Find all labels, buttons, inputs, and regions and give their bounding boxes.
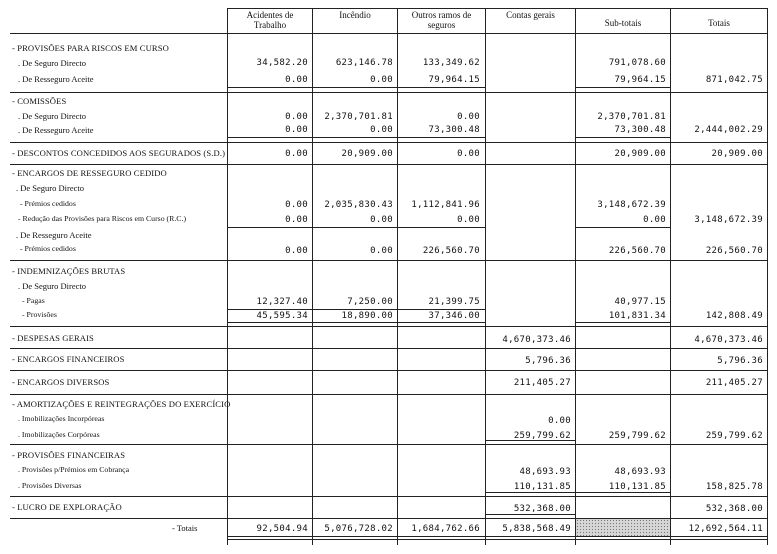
cell-value: 3,148,672.39 — [694, 215, 763, 225]
cell-value: 259,799.62 — [608, 431, 666, 441]
total-value: 92,504.94 — [256, 524, 308, 534]
cell-value: 871,042.75 — [705, 75, 763, 85]
column-divider — [575, 8, 576, 545]
cell-value: 0.00 — [457, 112, 480, 122]
cell-value: 73,300.48 — [428, 125, 480, 135]
cell-value: 5,796.36 — [525, 356, 571, 366]
cell-value: 142,808.49 — [705, 311, 763, 321]
row-label: . De Seguro Directo — [18, 281, 86, 291]
total-value: 1,684,762.66 — [411, 524, 480, 534]
cell-value: 0.00 — [370, 75, 393, 85]
cell-value: 45,595.34 — [256, 311, 308, 321]
column-divider — [227, 8, 228, 545]
cell-value: 20,909.00 — [614, 149, 666, 159]
row-label: - Prémios cedidos — [20, 199, 76, 208]
cell-value: 211,405.27 — [705, 378, 763, 388]
cell-value: 0.00 — [457, 215, 480, 225]
cell-value: 34,582.20 — [256, 58, 308, 68]
subtotal-underline — [575, 492, 670, 493]
section-title: - INDEMNIZAÇÕES BRUTAS — [12, 266, 126, 276]
section-divider — [10, 260, 768, 261]
subtotal-underline — [485, 492, 575, 493]
cell-value: 18,890.00 — [341, 311, 393, 321]
row-label: . De Seguro Directo — [18, 111, 86, 121]
table-top-border — [227, 8, 768, 9]
cell-value: 12,327.40 — [256, 297, 308, 307]
cell-value: 226,560.70 — [608, 246, 666, 256]
row-label: . Imobilizações Corpóreas — [18, 430, 100, 439]
section-title: - ENCARGOS DIVERSOS — [12, 377, 110, 387]
subtotal-underline — [227, 137, 485, 138]
row-label: . Provisões Diversas — [18, 481, 82, 490]
cell-value: 623,146.78 — [335, 58, 393, 68]
section-divider — [10, 92, 768, 93]
row-label: - Provisões — [22, 310, 57, 319]
section-title: - COMISSÕES — [12, 96, 67, 106]
cell-value: 133,349.62 — [422, 58, 480, 68]
cell-value: 532,368.00 — [513, 504, 571, 514]
section-divider — [10, 348, 768, 349]
cell-value: 73,300.48 — [614, 125, 666, 135]
row-label: - Prémios cedidos — [20, 244, 76, 253]
section-divider — [10, 394, 768, 395]
subtotal-underline — [227, 227, 485, 228]
header-incendio: Incêndio — [339, 10, 371, 20]
subtotal-underline — [575, 322, 670, 323]
total-value: 12,692,564.11 — [688, 524, 763, 534]
column-divider — [767, 8, 768, 545]
cell-value: 0.00 — [285, 246, 308, 256]
header-bottom-border — [10, 33, 768, 34]
cell-value: 791,078.60 — [608, 58, 666, 68]
row-label: . De Seguro Directo — [18, 58, 86, 68]
cell-value: 37,346.00 — [428, 311, 480, 321]
row-label: . Imobilizações Incorpóreas — [18, 414, 105, 423]
cell-value: 0.00 — [370, 125, 393, 135]
totals-double-underline — [227, 539, 768, 540]
cell-value: 0.00 — [285, 125, 308, 135]
cell-value: 21,399.75 — [428, 297, 480, 307]
section-title: - LUCRO DE EXPLORAÇÃO — [12, 502, 122, 512]
cell-value: 0.00 — [285, 200, 308, 210]
total-value: 5,838,568.49 — [502, 524, 571, 534]
section-title: - DESPESAS GERAIS — [12, 333, 94, 343]
subtotal-underline — [485, 514, 575, 515]
cell-value: 40,977.15 — [614, 297, 666, 307]
cell-value: 259,799.62 — [705, 431, 763, 441]
cell-value: 0.00 — [643, 215, 666, 225]
section-title: - PROVISÕES FINANCEIRAS — [12, 450, 126, 460]
cell-value: 1,112,841.96 — [411, 200, 480, 210]
row-label: . Provisões p/Prémios em Cobrança — [18, 465, 130, 474]
subtotal-underline — [227, 87, 485, 88]
cell-value: 4,670,373.46 — [502, 335, 571, 345]
cell-value: 2,370,701.81 — [597, 112, 666, 122]
cell-value: 7,250.00 — [347, 297, 393, 307]
cell-value: 0.00 — [285, 112, 308, 122]
header-outros: Outros ramos de seguros — [411, 10, 472, 30]
cell-value: 2,444,002.29 — [694, 125, 763, 135]
row-label: - Pagas — [22, 296, 45, 305]
cell-value: 3,148,672.39 — [597, 200, 666, 210]
section-divider — [10, 444, 768, 445]
row-label: . De Resseguro Aceite — [16, 230, 92, 240]
section-title: - ENCARGOS FINANCEIROS — [12, 354, 125, 364]
cell-value: 48,693.93 — [614, 467, 666, 477]
subtotal-underline — [227, 309, 485, 310]
section-title: - DESCONTOS CONCEDIDOS AOS SEGURADOS (S.D.) — [12, 148, 226, 158]
column-divider — [670, 8, 671, 545]
section-divider — [10, 164, 768, 165]
cell-value: 532,368.00 — [705, 504, 763, 514]
totals-underline — [227, 536, 768, 537]
cell-value: 48,693.93 — [519, 467, 571, 477]
section-divider — [10, 142, 768, 143]
cell-value: 0.00 — [457, 149, 480, 159]
row-label: . De Resseguro Aceite — [18, 74, 94, 84]
cell-value: 2,035,830.43 — [324, 200, 393, 210]
subtotal-underline — [575, 137, 670, 138]
header-acidentes: Acidentes de Trabalho — [246, 10, 294, 30]
section-title: - AMORTIZAÇÕES E REINTEGRAÇÕES DO EXERCÍCIO — [12, 399, 231, 409]
cell-value: 259,799.62 — [513, 431, 571, 441]
cell-value: 226,560.70 — [705, 246, 763, 256]
cell-value: 0.00 — [285, 75, 308, 85]
cell-value: 0.00 — [548, 416, 571, 426]
cell-value: 101,831.34 — [608, 311, 666, 321]
cell-value: 110,131.85 — [608, 482, 666, 492]
shaded-cell — [576, 519, 670, 536]
section-divider — [10, 496, 768, 497]
cell-value: 79,964.15 — [614, 75, 666, 85]
column-divider — [485, 8, 486, 545]
subtotal-underline — [575, 87, 670, 88]
header-totais: Totais — [708, 18, 730, 28]
subtotal-underline — [227, 322, 485, 323]
cell-value: 79,964.15 — [428, 75, 480, 85]
cell-value: 0.00 — [370, 246, 393, 256]
row-label: . De Resseguro Aceite — [18, 125, 94, 135]
section-divider — [10, 370, 768, 371]
cell-value: 0.00 — [285, 215, 308, 225]
cell-value: 158,825.78 — [705, 482, 763, 492]
cell-value: 2,370,701.81 — [324, 112, 393, 122]
cell-value: 110,131.85 — [513, 482, 571, 492]
header-contas: Contas gerais — [506, 10, 555, 20]
cell-value: 5,796.36 — [717, 356, 763, 366]
total-value: 5,076,728.02 — [324, 524, 393, 534]
column-divider — [312, 8, 313, 545]
cell-value: 226,560.70 — [422, 246, 480, 256]
subtotal-underline — [575, 227, 670, 228]
row-label: . De Seguro Directo — [16, 183, 84, 193]
cell-value: 0.00 — [285, 149, 308, 159]
cell-value: 0.00 — [370, 215, 393, 225]
cell-value: 211,405.27 — [513, 378, 571, 388]
section-divider — [10, 326, 768, 327]
row-label: - Redução das Provisões para Riscos em Curso (R.C.) — [18, 214, 187, 223]
column-divider — [397, 8, 398, 545]
totals-label: - Totais — [172, 523, 198, 533]
cell-value: 4,670,373.46 — [694, 335, 763, 345]
section-title: - PROVISÕES PARA RISCOS EM CURSO — [12, 43, 169, 53]
cell-value: 20,909.00 — [341, 149, 393, 159]
section-title: - ENCARGOS DE RESSEGURO CEDIDO — [12, 168, 167, 178]
cell-value: 20,909.00 — [711, 149, 763, 159]
header-subtotais: Sub-totais — [604, 18, 642, 28]
